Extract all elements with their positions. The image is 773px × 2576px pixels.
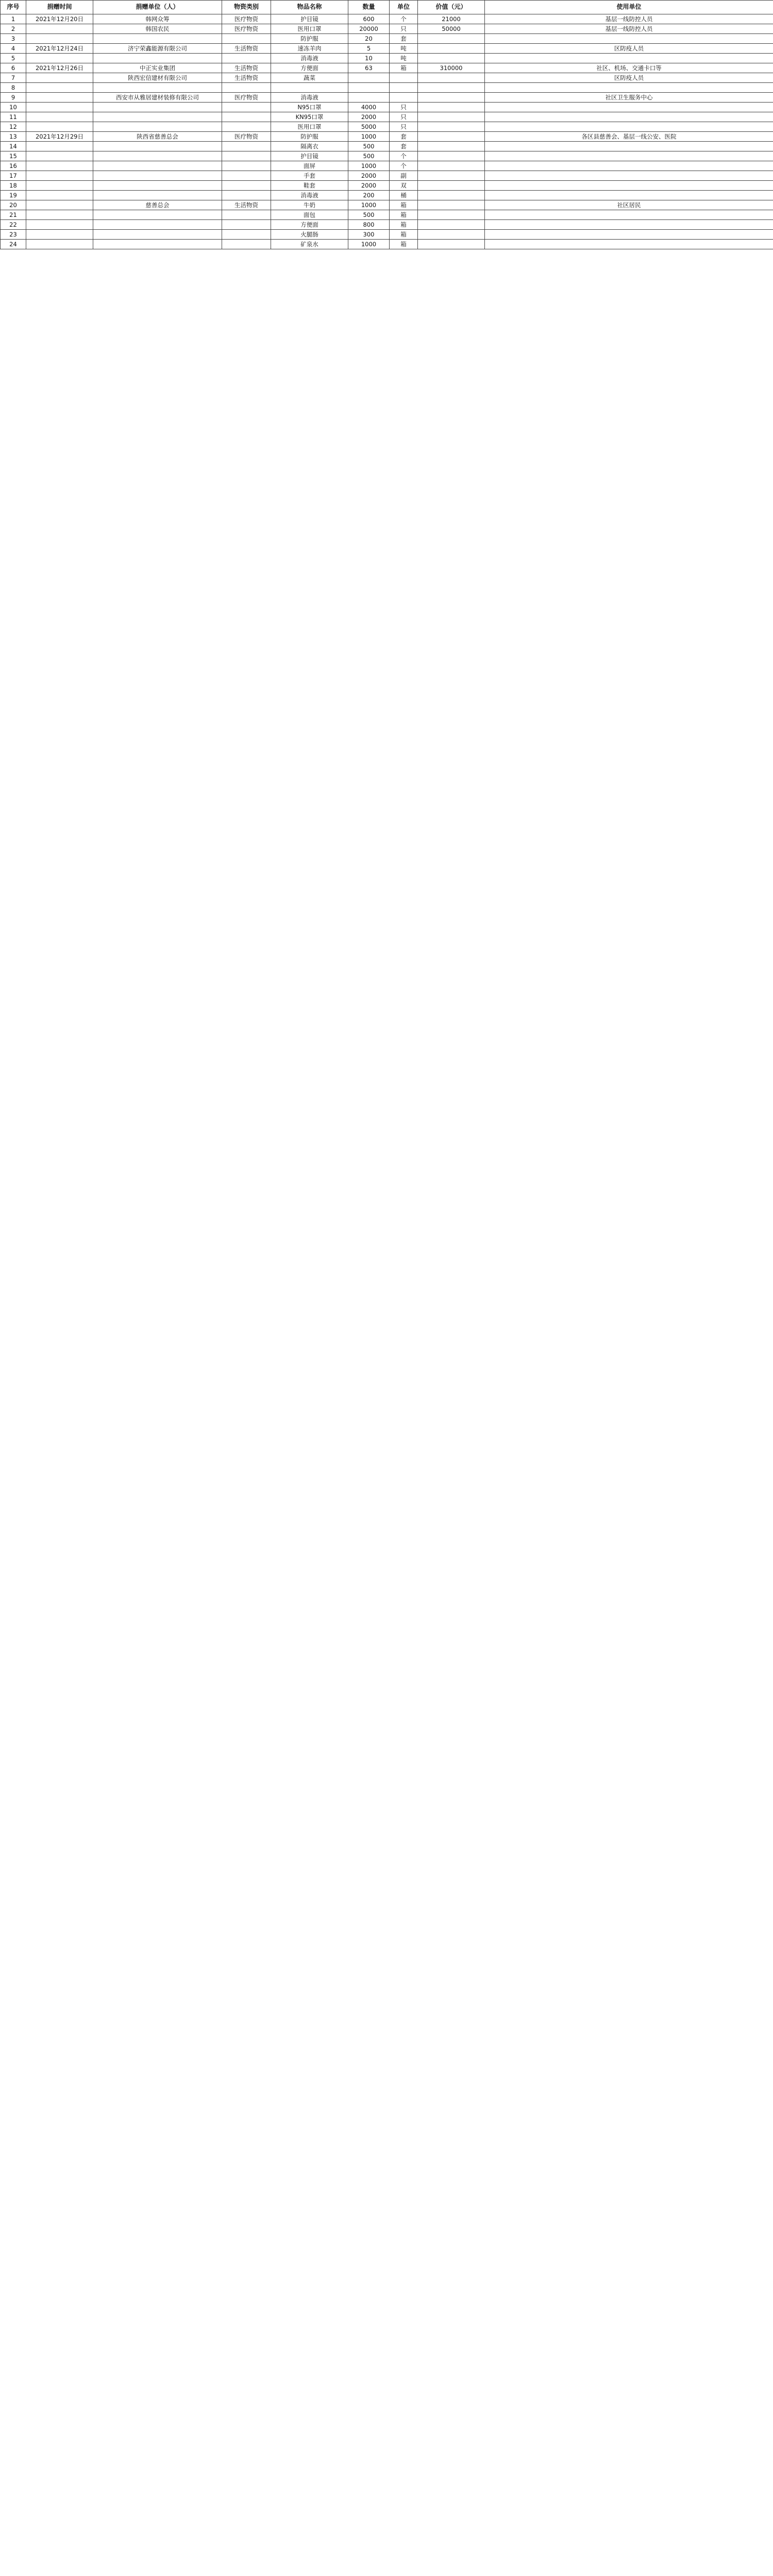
cell-unit: 只: [390, 103, 418, 112]
cell-no: 22: [1, 220, 26, 230]
cell-item: 防护服: [271, 34, 348, 44]
table-row: [1, 220, 773, 230]
cell-user: [485, 112, 773, 122]
table-row: [1, 73, 773, 83]
cell-value: [418, 73, 485, 83]
table-row: [1, 44, 773, 54]
cell-donor: 慈善总会: [93, 200, 222, 210]
cell-donor: 中正实业集团: [93, 63, 222, 73]
donation-table: [0, 0, 773, 249]
cell-value: [418, 230, 485, 240]
cell-qty: 2000: [348, 112, 390, 122]
cell-value: [418, 112, 485, 122]
cell-item: 火腿肠: [271, 230, 348, 240]
cell-unit: 吨: [390, 54, 418, 63]
cell-unit: 双: [390, 181, 418, 191]
cell-qty: 2000: [348, 171, 390, 181]
cell-user: [485, 54, 773, 63]
cell-cat: 医疗物资: [222, 132, 271, 142]
table-row: [1, 122, 773, 132]
cell-user: [485, 220, 773, 230]
cell-donor: [93, 103, 222, 112]
cell-item: 隔离衣: [271, 142, 348, 151]
cell-cat: [222, 181, 271, 191]
table-row: [1, 103, 773, 112]
cell-cat: [222, 220, 271, 230]
cell-user: 社区卫生服务中心: [485, 93, 773, 103]
cell-no: 18: [1, 181, 26, 191]
cell-donor: [93, 191, 222, 200]
cell-date: [26, 122, 93, 132]
column-header: 捐赠单位（人）: [93, 1, 222, 14]
cell-donor: [93, 142, 222, 151]
cell-user: 基层一线防控人员: [485, 24, 773, 34]
cell-item: N95口罩: [271, 103, 348, 112]
cell-cat: 生活物资: [222, 73, 271, 83]
cell-qty: 600: [348, 14, 390, 24]
cell-date: [26, 220, 93, 230]
cell-unit: 个: [390, 151, 418, 161]
cell-date: [26, 93, 93, 103]
cell-item: 消毒液: [271, 191, 348, 200]
cell-item: 防护服: [271, 132, 348, 142]
cell-qty: 5: [348, 44, 390, 54]
cell-unit: 只: [390, 24, 418, 34]
cell-user: 基层一线防控人员: [485, 14, 773, 24]
cell-item: 牛奶: [271, 200, 348, 210]
cell-user: [485, 151, 773, 161]
cell-donor: 陕西省慈善总会: [93, 132, 222, 142]
cell-no: 21: [1, 210, 26, 220]
cell-date: [26, 210, 93, 220]
cell-date: [26, 54, 93, 63]
cell-date: [26, 112, 93, 122]
cell-user: [485, 240, 773, 249]
cell-cat: [222, 103, 271, 112]
cell-no: 8: [1, 83, 26, 93]
cell-user: 社区、机场、交通卡口等: [485, 63, 773, 73]
cell-value: [418, 220, 485, 230]
table-row: [1, 240, 773, 249]
cell-no: 9: [1, 93, 26, 103]
cell-unit: 套: [390, 34, 418, 44]
cell-unit: 只: [390, 122, 418, 132]
cell-date: [26, 73, 93, 83]
cell-unit: [390, 83, 418, 93]
table-row: [1, 34, 773, 44]
cell-user: [485, 191, 773, 200]
cell-value: [418, 122, 485, 132]
cell-cat: 生活物资: [222, 200, 271, 210]
cell-qty: 1000: [348, 161, 390, 171]
cell-item: 医用口罩: [271, 122, 348, 132]
cell-donor: 西安市从雅居建材装修有限公司: [93, 93, 222, 103]
cell-item: 护目镜: [271, 14, 348, 24]
cell-value: [418, 44, 485, 54]
cell-item: KN95口罩: [271, 112, 348, 122]
table-row: [1, 132, 773, 142]
cell-date: [26, 24, 93, 34]
cell-unit: 个: [390, 161, 418, 171]
cell-item: 矿泉水: [271, 240, 348, 249]
cell-no: 16: [1, 161, 26, 171]
cell-value: [418, 34, 485, 44]
cell-qty: 20000: [348, 24, 390, 34]
cell-no: 14: [1, 142, 26, 151]
cell-date: 2021年12月20日: [26, 14, 93, 24]
column-header: 捐赠时间: [26, 1, 93, 14]
cell-donor: [93, 34, 222, 44]
cell-date: [26, 161, 93, 171]
cell-donor: [93, 240, 222, 249]
cell-date: 2021年12月26日: [26, 63, 93, 73]
cell-donor: [93, 83, 222, 93]
cell-no: 2: [1, 24, 26, 34]
cell-user: 社区居民: [485, 200, 773, 210]
cell-unit: 箱: [390, 230, 418, 240]
cell-value: 310000: [418, 63, 485, 73]
cell-qty: 200: [348, 191, 390, 200]
cell-unit: 箱: [390, 220, 418, 230]
cell-user: [485, 161, 773, 171]
cell-cat: 医疗物资: [222, 14, 271, 24]
cell-donor: [93, 210, 222, 220]
table-row: [1, 54, 773, 63]
cell-item: 面包: [271, 210, 348, 220]
cell-item: 手套: [271, 171, 348, 181]
cell-cat: [222, 83, 271, 93]
table-row: [1, 171, 773, 181]
cell-donor: 韩国农民: [93, 24, 222, 34]
cell-unit: 桶: [390, 191, 418, 200]
cell-cat: [222, 151, 271, 161]
cell-item: 方便面: [271, 63, 348, 73]
cell-user: [485, 122, 773, 132]
cell-item: 医用口罩: [271, 24, 348, 34]
cell-donor: [93, 151, 222, 161]
cell-value: [418, 191, 485, 200]
column-header: 物资类别: [222, 1, 271, 14]
donation-ledger: [0, 0, 773, 249]
table-row: [1, 24, 773, 34]
cell-cat: 医疗物资: [222, 24, 271, 34]
cell-value: [418, 210, 485, 220]
cell-value: [418, 93, 485, 103]
cell-value: [418, 161, 485, 171]
cell-user: [485, 103, 773, 112]
cell-item: 护目镜: [271, 151, 348, 161]
cell-qty: 500: [348, 151, 390, 161]
cell-donor: 陕西宏信建材有限公司: [93, 73, 222, 83]
cell-user: 区防疫人员: [485, 44, 773, 54]
cell-date: [26, 34, 93, 44]
column-header: 使用单位: [485, 1, 773, 14]
table-row: [1, 230, 773, 240]
table-row: [1, 191, 773, 200]
cell-qty: 500: [348, 210, 390, 220]
cell-donor: 韩网众筹: [93, 14, 222, 24]
column-header: 单位: [390, 1, 418, 14]
cell-qty: 4000: [348, 103, 390, 112]
cell-no: 12: [1, 122, 26, 132]
cell-value: [418, 83, 485, 93]
cell-no: 23: [1, 230, 26, 240]
cell-item: [271, 83, 348, 93]
cell-date: [26, 151, 93, 161]
table-row: [1, 210, 773, 220]
cell-no: 24: [1, 240, 26, 249]
cell-value: [418, 200, 485, 210]
cell-qty: 10: [348, 54, 390, 63]
cell-qty: 1000: [348, 240, 390, 249]
cell-user: [485, 181, 773, 191]
cell-donor: [93, 112, 222, 122]
cell-no: 19: [1, 191, 26, 200]
cell-qty: 1000: [348, 132, 390, 142]
cell-qty: 2000: [348, 181, 390, 191]
table-row: [1, 83, 773, 93]
cell-date: [26, 103, 93, 112]
cell-no: 20: [1, 200, 26, 210]
cell-cat: [222, 34, 271, 44]
cell-unit: 只: [390, 112, 418, 122]
table-header: [1, 1, 773, 14]
cell-qty: [348, 93, 390, 103]
cell-item: 消毒液: [271, 54, 348, 63]
cell-cat: [222, 122, 271, 132]
cell-value: 50000: [418, 24, 485, 34]
cell-cat: [222, 142, 271, 151]
table-row: [1, 200, 773, 210]
column-header: 数量: [348, 1, 390, 14]
cell-donor: [93, 220, 222, 230]
table-row: [1, 181, 773, 191]
cell-user: [485, 171, 773, 181]
cell-no: 13: [1, 132, 26, 142]
cell-date: [26, 83, 93, 93]
cell-qty: [348, 73, 390, 83]
cell-unit: 箱: [390, 210, 418, 220]
cell-qty: [348, 83, 390, 93]
cell-qty: 800: [348, 220, 390, 230]
cell-user: [485, 210, 773, 220]
cell-unit: 套: [390, 132, 418, 142]
cell-value: [418, 54, 485, 63]
cell-qty: 300: [348, 230, 390, 240]
cell-value: [418, 181, 485, 191]
cell-cat: [222, 171, 271, 181]
cell-cat: [222, 112, 271, 122]
cell-donor: [93, 54, 222, 63]
cell-date: 2021年12月29日: [26, 132, 93, 142]
cell-value: [418, 103, 485, 112]
cell-cat: 生活物资: [222, 44, 271, 54]
cell-unit: 箱: [390, 63, 418, 73]
cell-no: 1: [1, 14, 26, 24]
cell-date: [26, 240, 93, 249]
cell-unit: 副: [390, 171, 418, 181]
table-body: [1, 14, 773, 249]
cell-date: [26, 181, 93, 191]
cell-user: [485, 230, 773, 240]
cell-item: 消毒液: [271, 93, 348, 103]
cell-cat: [222, 210, 271, 220]
column-header: 物品名称: [271, 1, 348, 14]
cell-value: [418, 171, 485, 181]
table-row: [1, 161, 773, 171]
cell-value: [418, 151, 485, 161]
column-header: 价值（元）: [418, 1, 485, 14]
table-row: [1, 112, 773, 122]
cell-no: 6: [1, 63, 26, 73]
cell-unit: [390, 93, 418, 103]
cell-value: 21000: [418, 14, 485, 24]
cell-donor: [93, 122, 222, 132]
cell-cat: 生活物资: [222, 63, 271, 73]
cell-donor: [93, 181, 222, 191]
cell-no: 10: [1, 103, 26, 112]
cell-date: [26, 191, 93, 200]
cell-no: 4: [1, 44, 26, 54]
cell-qty: 500: [348, 142, 390, 151]
cell-value: [418, 240, 485, 249]
cell-no: 11: [1, 112, 26, 122]
cell-item: 速冻羊肉: [271, 44, 348, 54]
cell-date: [26, 171, 93, 181]
cell-no: 17: [1, 171, 26, 181]
cell-item: 鞋套: [271, 181, 348, 191]
cell-date: [26, 142, 93, 151]
cell-donor: [93, 230, 222, 240]
cell-date: [26, 200, 93, 210]
cell-unit: 箱: [390, 200, 418, 210]
cell-no: 7: [1, 73, 26, 83]
table-row: [1, 63, 773, 73]
cell-qty: 1000: [348, 200, 390, 210]
table-row: [1, 93, 773, 103]
cell-user: 各区县慈善会、基层一线公安、医院: [485, 132, 773, 142]
cell-cat: 医疗物资: [222, 93, 271, 103]
cell-no: 5: [1, 54, 26, 63]
cell-user: [485, 83, 773, 93]
cell-no: 3: [1, 34, 26, 44]
cell-no: 15: [1, 151, 26, 161]
cell-cat: [222, 161, 271, 171]
cell-qty: 63: [348, 63, 390, 73]
cell-unit: 箱: [390, 240, 418, 249]
cell-unit: 个: [390, 14, 418, 24]
cell-donor: 济宁荣鑫能源有限公司: [93, 44, 222, 54]
cell-user: [485, 34, 773, 44]
cell-user: [485, 142, 773, 151]
cell-item: 蔬菜: [271, 73, 348, 83]
cell-donor: [93, 161, 222, 171]
cell-value: [418, 142, 485, 151]
cell-date: [26, 230, 93, 240]
cell-unit: [390, 73, 418, 83]
table-row: [1, 151, 773, 161]
cell-user: 区防疫人员: [485, 73, 773, 83]
cell-qty: 20: [348, 34, 390, 44]
cell-value: [418, 132, 485, 142]
cell-cat: [222, 240, 271, 249]
cell-unit: 吨: [390, 44, 418, 54]
cell-date: 2021年12月24日: [26, 44, 93, 54]
table-row: [1, 142, 773, 151]
cell-cat: [222, 191, 271, 200]
cell-donor: [93, 171, 222, 181]
cell-unit: 套: [390, 142, 418, 151]
cell-cat: [222, 230, 271, 240]
table-row: [1, 14, 773, 24]
cell-item: 面屏: [271, 161, 348, 171]
cell-item: 方便面: [271, 220, 348, 230]
cell-qty: 5000: [348, 122, 390, 132]
column-header: 序号: [1, 1, 26, 14]
cell-cat: [222, 54, 271, 63]
